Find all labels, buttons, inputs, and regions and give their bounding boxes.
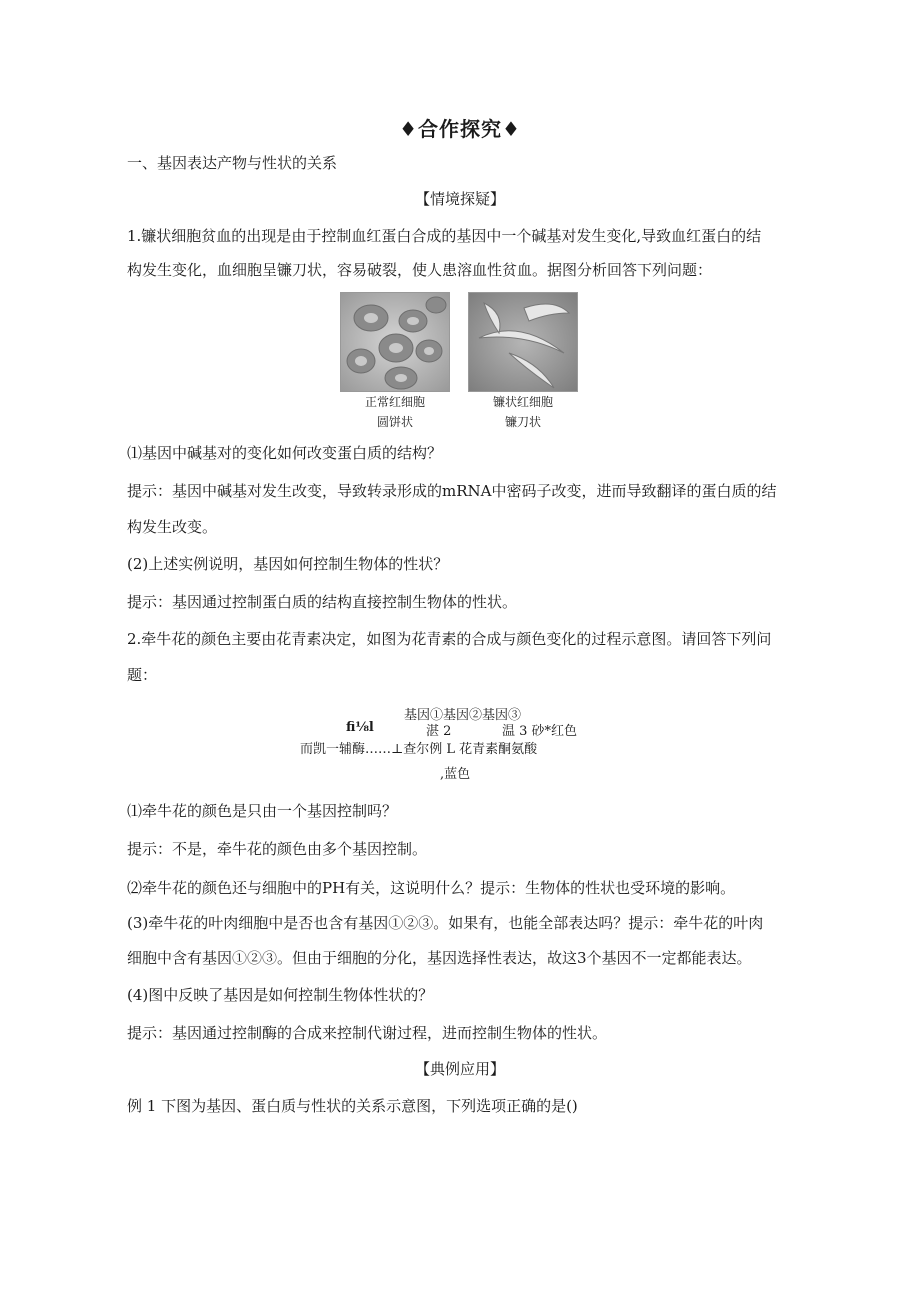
answer-2-1: 提示：不是，牵牛花的颜色由多个基因控制。 [127, 840, 428, 858]
normal-cell-caption-2: 圆饼状 [376, 415, 413, 429]
question-1-2: (2)上述实例说明，基因如何控制生物体的性状？ [127, 555, 449, 573]
answer-1-2: 提示：基因通过控制蛋白质的结构直接控制生物体的性状。 [127, 593, 518, 611]
question-2-3-line1: (3)牵牛花的叶肉细胞中是否也含有基因①②③。如果有，也能全部表达吗？提示：牵牛花的叶肉 [127, 914, 764, 932]
example-header: 【典例应用】 [414, 1060, 505, 1078]
question-2-intro-line1: 2.牵牛花的颜色主要由花青素决定，如图为花青素的合成与颜色变化的过程示意图。请回答下列问 [127, 630, 772, 648]
situation-header: 【情境探疑】 [414, 190, 505, 208]
pathway-blue: ,蓝色 [440, 767, 471, 782]
sickle-red-cell-photo [468, 292, 578, 392]
question-2-3-line2: 细胞中含有基因①②③。但由于细胞的分化，基因选择性表达，故这3个基因不一定都能表达。 [127, 949, 752, 967]
question-2-1: ⑴牵牛花的颜色是只由一个基因控制吗？ [127, 802, 398, 820]
pathway-genes: 基因①基因②基因③ [404, 708, 522, 723]
pathway-row: 而凯一辅酶……⊥查尔例 L 花青素酮氨酸 [300, 742, 538, 757]
normal-cell-caption-1: 正常红细胞 [364, 395, 425, 409]
question-1-1: ⑴基因中碱基对的变化如何改变蛋白质的结构？ [127, 444, 443, 462]
pathway-label-a: fi⅛l [346, 720, 374, 735]
pathway-label-b: 湛 2 [426, 724, 452, 739]
question-2-intro-line2: 题： [127, 666, 158, 684]
page-title: ♦合作探究♦ [399, 117, 521, 141]
answer-1-1-line1: 提示：基因中碱基对发生改变，导致转录形成的mRNA中密码子改变，进而导致翻译的蛋白质的结 [127, 482, 777, 500]
sickle-cell-caption-1: 镰状红细胞 [492, 395, 553, 409]
example-1: 例 1 下图为基因、蛋白质与性状的关系示意图，下列选项正确的是() [127, 1097, 578, 1115]
answer-1-1-line2: 构发生改变。 [127, 518, 218, 536]
pathway-label-c: 温 3 砂*红色 [502, 724, 578, 739]
question-1-intro-line1: 1.镰状细胞贫血的出现是由于控制血红蛋白合成的基因中一个碱基对发生变化,导致血红蛋白的结 [127, 227, 762, 245]
answer-2-4: 提示：基因通过控制酶的合成来控制代谢过程，进而控制生物体的性状。 [127, 1024, 608, 1042]
question-2-4: (4)图中反映了基因是如何控制生物体性状的？ [127, 986, 434, 1004]
sickle-cell-caption-2: 镰刀状 [504, 415, 541, 429]
normal-red-cell-photo [340, 292, 450, 392]
question-2-2: ⑵牵牛花的颜色还与细胞中的PH有关，这说明什么？提示：生物体的性状也受环境的影响。 [127, 879, 736, 897]
question-1-intro-line2: 构发生变化，血细胞呈镰刀状，容易破裂，使人患溶血性贫血。据图分析回答下列问题： [127, 261, 713, 279]
section-heading: 一、基因表达产物与性状的关系 [127, 154, 338, 172]
